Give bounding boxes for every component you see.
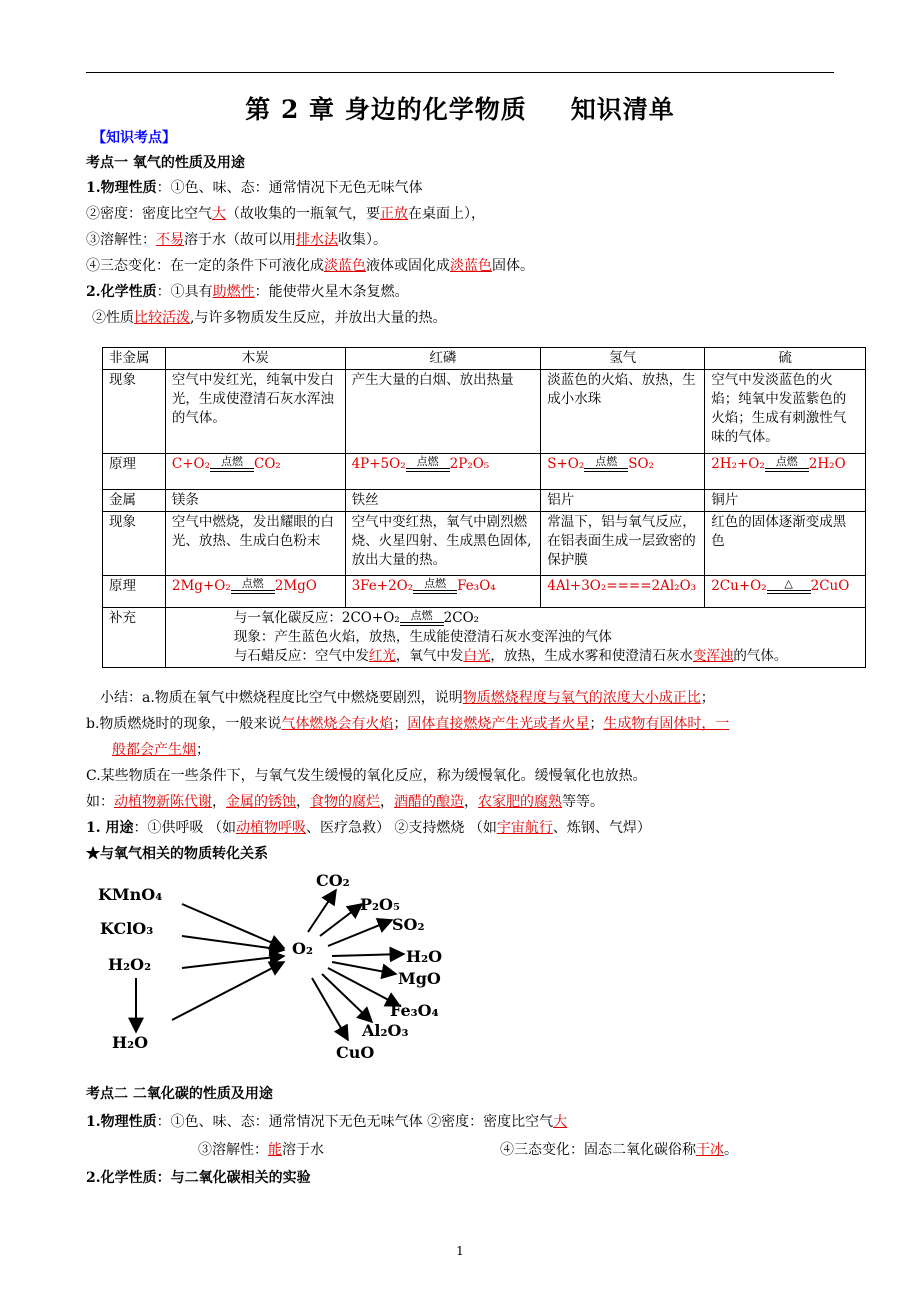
line-states: ④三态变化：在一定的条件下可液化成淡蓝色液体或固化成淡蓝色固体。 — [86, 258, 534, 274]
table-row: 金属 镁条 铁丝 铝片 铜片 — [103, 490, 866, 512]
co2-chemical: 2.化学性质：与二氧化碳相关的实验 — [86, 1170, 311, 1186]
eq-sulfur: 2H₂+O₂ 点燃 2H₂O — [705, 454, 866, 490]
header-rule — [86, 72, 834, 73]
page-number: 1 — [456, 1244, 464, 1258]
line-chemical: 2.化学性质：①具有助燃性：能使带火星木条复燃。 — [86, 284, 409, 300]
arrow-kclo3 — [182, 936, 284, 950]
page-title — [0, 90, 920, 126]
label-kmno4: KMnO₄ — [98, 885, 163, 904]
eq-iron: 3Fe+2O₂ 点燃 Fe₃O₄ — [345, 576, 541, 608]
label-fe3o4: Fe₃O₄ — [390, 1001, 439, 1020]
line-solubility: ③溶解性：不易溶于水（故可以用排水法收集）。 — [86, 232, 387, 248]
supplement-cell: 与一氧化碳反应：2CO+O₂ 点燃 2CO₂ 现象：产生蓝色火焰，放热，生成能使澄清石灰水变浑浊的气体 与石蜡反应：空气中发红光，氧气中发白光，放热，生成水雾和使澄清石灰水变浑浊的气体。 — [165, 608, 865, 668]
label-so2: SO₂ — [392, 915, 425, 934]
table-row: 补充 与一氧化碳反应：2CO+O₂ 点燃 2CO₂ 现象：产生蓝色火焰，放热，生成能使澄清石灰水变浑浊的气体 与石蜡反应：空气中发红光，氧气中发白光，放热，生成水雾和使澄清石灰水变浑浊的气体。 — [103, 608, 866, 668]
label-cuo: CuO — [336, 1043, 375, 1062]
summary-a: 小结：a.物质在氧气中燃烧程度比空气中燃烧要剧烈，说明物质燃烧程度与氧气的浓度大小成正比； — [100, 690, 715, 706]
arrow-so2 — [328, 920, 392, 946]
arrow-h2o2 — [182, 956, 284, 968]
eq-hydrogen: S+O₂ 点燃 SO₂ — [541, 454, 705, 490]
label-al2o3: Al₂O₃ — [362, 1021, 409, 1040]
topic-2-heading: 考点二 二氧化碳的性质及用途 — [86, 1086, 273, 1102]
slow-oxidation-examples: 如：动植物新陈代谢，金属的锈蚀，食物的腐烂，酒醋的酿造，农家肥的腐熟等等。 — [86, 794, 604, 810]
eq-magnesium: 2Mg+O₂ 点燃 2MgO — [165, 576, 345, 608]
eq-carbon: C+O₂ 点燃 CO₂ — [165, 454, 345, 490]
co2-states: ④三态变化：固态二氧化碳俗称干冰。 — [500, 1142, 738, 1158]
co2-solubility: ③溶解性：能溶于水 — [198, 1142, 324, 1158]
eq-aluminum: 4Al+3O₂====2Al₂O₃ — [541, 576, 705, 608]
table-row: 原理 2Mg+O₂ 点燃 2MgO 3Fe+2O₂ 点燃 Fe₃O₄ 4Al+3O₂====2Al₂O₃ 2Cu+O₂ △ 2CuO — [103, 576, 866, 608]
title-sub: 知识清单 — [570, 95, 675, 124]
arrow-co2 — [308, 890, 336, 932]
oxygen-conversion-diagram — [90, 870, 490, 1070]
label-p2o5: P₂O₅ — [360, 895, 400, 914]
label-co2: CO₂ — [316, 871, 350, 890]
table-row: 现象 空气中发红光，纯氧中发白光，生成使澄清石灰水浑浊的气体。 产生大量的白烟、放出热量 淡蓝色的火焰、放热，生成小水珠 空气中发淡蓝色的火焰；纯氧中发蓝紫色的火焰；生成有刺激性气味的气体。 — [103, 370, 866, 454]
arrow-p2o5 — [320, 904, 362, 936]
arrow-cuo — [312, 978, 348, 1040]
table-row: 非金属 木炭 红磷 氢气 硫 — [103, 348, 866, 370]
label-h2o-right: H₂O — [406, 947, 443, 966]
label-h2o2: H₂O₂ — [108, 955, 152, 974]
label-mgo: MgO — [398, 969, 441, 988]
label-kclo3: KClO₃ — [100, 919, 154, 938]
label-h2o-left: H₂O — [112, 1033, 149, 1052]
topic-1-heading: 考点一 氧气的性质及用途 — [86, 155, 245, 171]
arrow-h2o-out — [332, 954, 404, 956]
arrow-h2o-in — [172, 962, 284, 1020]
summary-b-cont: 般都会产生烟； — [112, 742, 210, 758]
arrow-al2o3 — [322, 974, 372, 1022]
title-main: 第 2 章 身边的化学物质 — [245, 95, 527, 124]
uses-line: 1. 用途：①供呼吸 （如动植物呼吸、医疗急救） ②支持燃烧 （如宇宙航行、炼钢、气焊） — [86, 820, 651, 836]
arrow-mgo — [332, 962, 396, 974]
eq-phosphorus: 4P+5O₂ 点燃 2P₂O₅ — [345, 454, 541, 490]
reaction-table — [102, 347, 866, 668]
summary-b: b.物质燃烧时的现象，一般来说气体燃烧会有火焰；固体直接燃烧产生光或者火星；生成物有固体时，一 — [86, 716, 730, 732]
line-physical: 1.物理性质：①色、味、态：通常情况下无色无味气体 — [86, 180, 423, 196]
line-active: ②性质比较活泼,与许多物质发生反应，并放出大量的热。 — [92, 310, 447, 326]
label-o2: O₂ — [292, 939, 313, 958]
diagram-title: ★与氧气相关的物质转化关系 — [86, 846, 268, 862]
eq-copper: 2Cu+O₂ △ 2CuO — [705, 576, 866, 608]
section-heading: 【知识考点】 — [92, 130, 176, 146]
line-density: ②密度：密度比空气大（故收集的一瓶氧气，要正放在桌面上）， — [86, 206, 485, 222]
co2-physical: 1.物理性质：①色、味、态：通常情况下无色无味气体 ②密度：密度比空气大 — [86, 1114, 568, 1130]
summary-c: C.某些物质在一些条件下，与氧气发生缓慢的氧化反应，称为缓慢氧化。缓慢氧化也放热。 — [86, 768, 647, 784]
table-row: 原理 C+O₂ 点燃 CO₂ 4P+5O₂ 点燃 2P₂O₅ S+O₂ 点燃 SO₂ 2H₂+O₂ 点燃 2H₂O — [103, 454, 866, 490]
arrow-kmno4 — [182, 904, 284, 948]
table-row: 现象 空气中燃烧，发出耀眼的白光、放热、生成白色粉末 空气中变红热，氧气中剧烈燃烧、火星四射、生成黑色固体,放出大量的热。 常温下，铝与氧气反应，在铝表面生成一层致密的保护膜 红色的固体逐渐变成黑色 — [103, 512, 866, 576]
